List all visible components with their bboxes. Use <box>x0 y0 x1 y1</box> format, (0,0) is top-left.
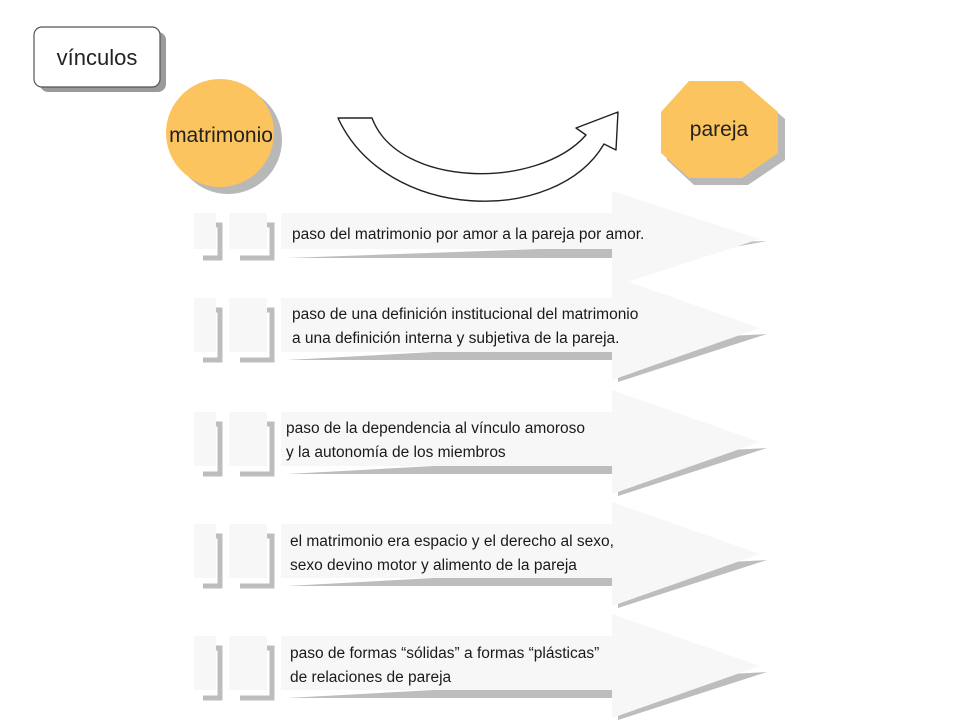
step-arrow <box>281 502 760 606</box>
step-marker-right <box>229 636 267 690</box>
step-text-line: paso de una definición institucional del matrimonio <box>292 306 639 323</box>
step-text-line: a una definición interna y subjetiva de la pareja. <box>292 330 620 347</box>
step-text-line: el matrimonio era espacio y el derecho al sexo, <box>290 533 614 550</box>
step-row <box>194 276 767 382</box>
step-arrow <box>281 614 760 718</box>
curved-arrow-icon <box>338 112 618 201</box>
step-text-line: de relaciones de pareja <box>290 669 452 686</box>
step-marker-right <box>229 524 267 578</box>
step-marker-left <box>194 412 216 466</box>
title-box <box>34 27 166 92</box>
step-text <box>292 226 644 243</box>
diagram-title: vínculos <box>56 45 138 70</box>
node-pareja <box>661 81 785 185</box>
step-arrow <box>281 390 760 494</box>
step-text-line: y la autonomía de los miembros <box>286 444 506 461</box>
step-marker-left <box>194 636 216 690</box>
step-marker-right <box>229 298 267 352</box>
node-matrimonio <box>166 79 282 194</box>
step-marker-right <box>229 213 267 249</box>
step-row <box>194 390 767 496</box>
step-text-line: paso de formas “sólidas” a formas “plásticas” <box>290 645 600 662</box>
step-text-line: sexo devino motor y alimento de la pareja <box>290 557 577 574</box>
step-arrow <box>281 276 760 380</box>
step-marker-right <box>229 412 267 466</box>
node-pareja-label: pareja <box>689 118 749 141</box>
step-marker-left <box>194 298 216 352</box>
steps-list <box>194 191 767 720</box>
step-row <box>194 614 767 720</box>
step-marker-left <box>194 213 216 249</box>
step-text-line: paso del matrimonio por amor a la pareja por amor. <box>292 226 645 243</box>
node-matrimonio-label: matrimonio <box>169 124 273 147</box>
step-row <box>194 502 767 608</box>
step-text-line: paso de la dependencia al vínculo amoroso <box>286 420 586 437</box>
step-row <box>194 191 767 287</box>
step-marker-left <box>194 524 216 578</box>
